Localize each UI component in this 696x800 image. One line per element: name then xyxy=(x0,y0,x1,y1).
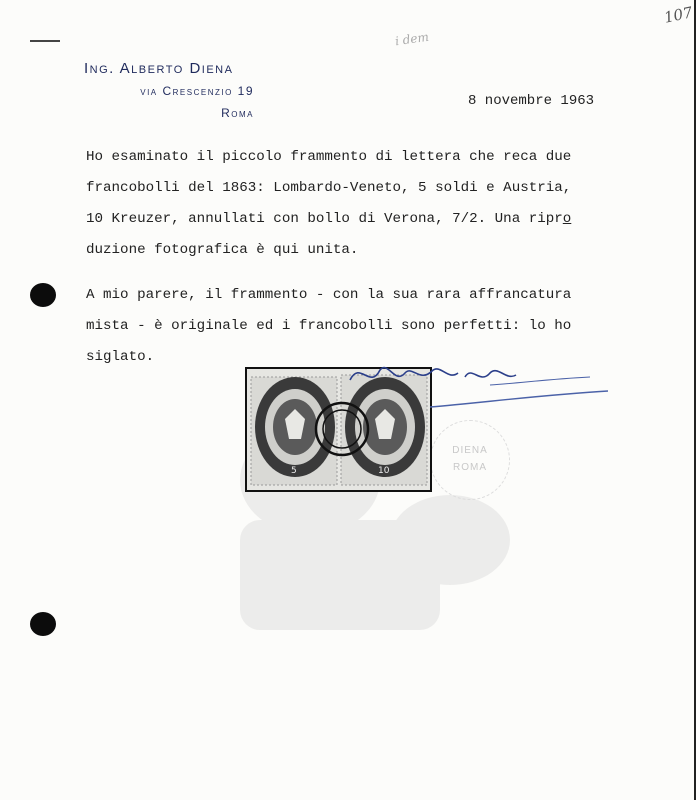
seal-text-city: ROMA xyxy=(453,462,487,473)
stamp-right-value: 10 xyxy=(378,466,390,476)
body-line: mista - è originale ed i francobolli sono perfetti: lo ho xyxy=(86,318,572,334)
body-line: francobolli del 1863: Lombardo-Veneto, 5 soldi e Austria, xyxy=(86,180,572,196)
body-line: A mio parere, il frammento - con la sua rara affrancatura xyxy=(86,287,572,303)
letterhead-name: Ing. Alberto Diena xyxy=(84,60,234,77)
stamp-left-value: 5 xyxy=(291,466,297,476)
seal-text-name: DIENA xyxy=(452,445,488,456)
embossed-seal xyxy=(430,420,510,500)
body-line-text: 10 Kreuzer, annullati con bollo di Verona, 7/2. Una ripr xyxy=(86,211,563,227)
body-line-underlined: o xyxy=(562,211,572,227)
handwritten-signature xyxy=(340,355,610,415)
letterhead xyxy=(84,60,254,120)
body-line: siglato. xyxy=(86,349,155,365)
letterhead-street: via Crescenzio 19 xyxy=(140,84,254,98)
margin-tick-mark xyxy=(30,40,60,42)
letterhead-city: Roma xyxy=(221,106,254,120)
letter-body xyxy=(86,142,626,373)
body-line xyxy=(86,204,626,235)
body-line: duzione fotografica è qui unita. xyxy=(86,242,359,258)
paragraph-1 xyxy=(86,142,626,266)
page-number-annotation: 107 xyxy=(662,3,695,27)
punch-hole-bottom xyxy=(30,612,56,636)
punch-hole-top xyxy=(30,283,56,307)
body-line: Ho esaminato il piccolo frammento di lettera che reca due xyxy=(86,149,572,165)
pencil-annotation: i dem xyxy=(394,29,430,49)
letter-date: 8 novembre 1963 xyxy=(468,93,595,109)
stamp-left xyxy=(251,377,337,485)
